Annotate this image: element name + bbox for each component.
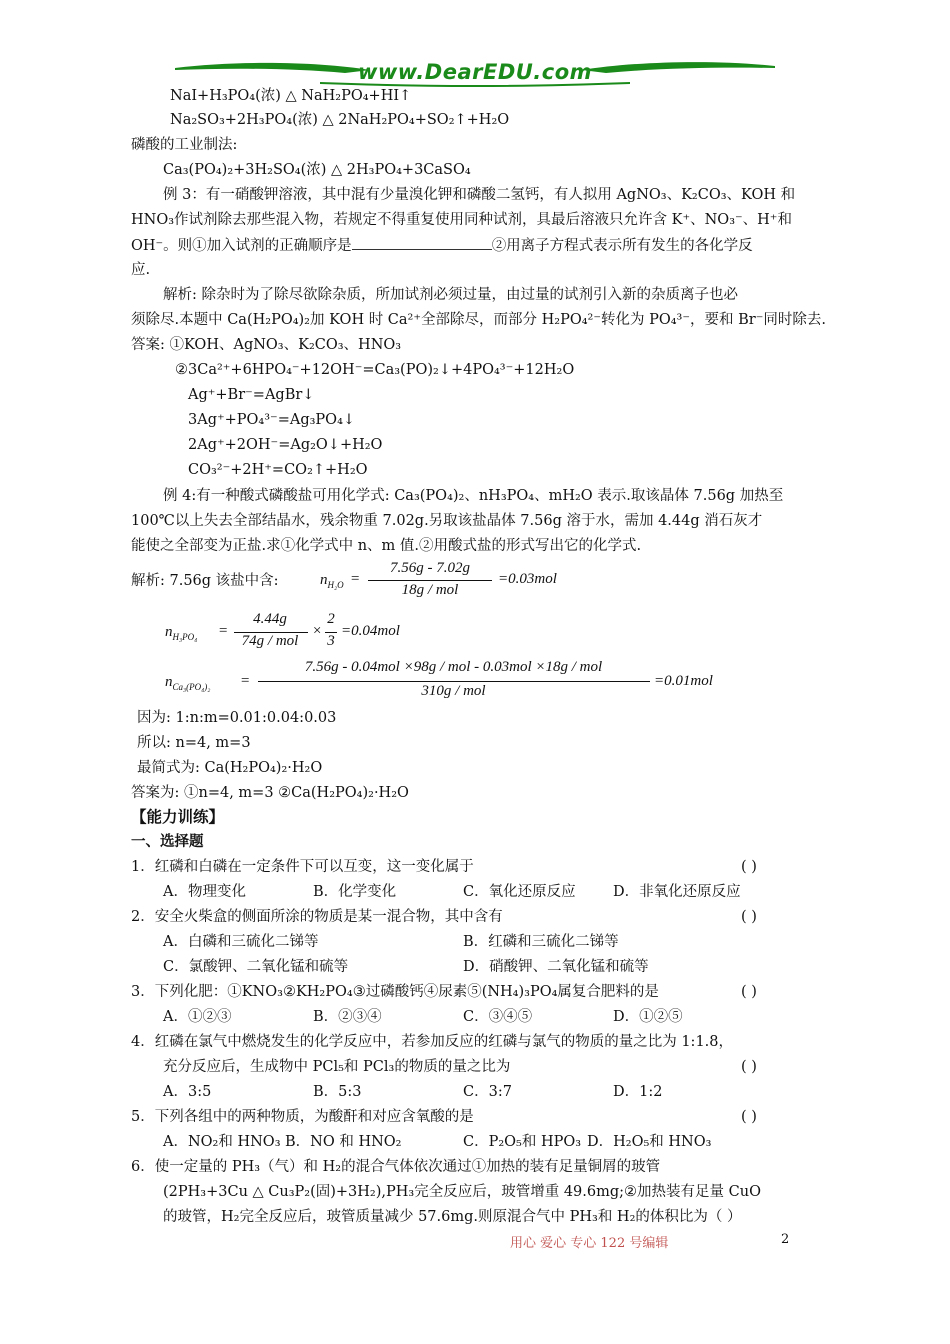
equation-line: ②3Ca²⁺+6HPO₄⁻+12OH⁻=Ca₃(PO)₂↓+4PO₄³⁻+12H₂O: [175, 362, 575, 378]
formula-multiply: ×: [312, 623, 323, 639]
analysis-text: 解析: 除杂时为了除尽欲除杂质，所加试剂必须过量，由过量的试剂引入新的杂质离子也必: [163, 287, 738, 303]
example-text: 100℃以上失去全部结晶水，残余物重 7.02g.另取该盐晶体 7.56g 溶于水，需加 4.44g 消石灰才: [131, 513, 763, 529]
formula-denominator: 310g / mol: [421, 683, 486, 699]
reaction-line: Ca₃(PO₄)₂+3H₂SO₄(浓) △ 2H₃PO₄+3CaSO₄: [163, 162, 471, 178]
analysis-text: 须除尽.本题中 Ca(H₂PO₄)₂加 KOH 时 Ca²⁺全部除尽，而部分 H₂PO₄²⁻转化为 PO₄³⁻，要和 Br⁻同时除去.: [131, 312, 826, 328]
option-a: A．白磷和三硫化二锑等: [163, 934, 319, 950]
example-text: 应.: [131, 262, 151, 278]
formula-numerator: 7.56g - 7.02g: [390, 560, 470, 576]
example-text: 例 4:有一种酸式磷酸盐可用化学式: Ca₃(PO₄)₂、nH₃PO₄、mH₂O 表示.取该晶体 7.56g 加热至: [163, 488, 784, 504]
answer-paren: ( ): [741, 1109, 757, 1125]
site-url[interactable]: www.DearEDU.com: [357, 60, 593, 84]
example-question: OH⁻。则①加入试剂的正确顺序是: [131, 238, 352, 254]
option-b: B．化学变化: [313, 884, 397, 900]
formula-equals: =: [240, 673, 251, 689]
footer-note: 用心 爱心 专心 122 号编辑: [510, 1236, 669, 1251]
option-c: C．3:7: [463, 1084, 512, 1100]
option-b: B．NO 和 HNO₂: [285, 1134, 402, 1150]
example-text: 能使之全部变为正盐.求①化学式中 n、m 值.②用酸式盐的形式写出它的化学式.: [131, 538, 642, 554]
section-text: 磷酸的工业制法:: [131, 137, 238, 153]
option-c: C．氧化还原反应: [463, 884, 576, 900]
example-question: ②用离子方程式表示所有发生的各化学反: [491, 238, 753, 254]
option-c: C．P₂O₅和 HPO₃: [463, 1134, 582, 1150]
answer-paren: ( ): [741, 1059, 757, 1075]
analysis-text: 解析: 7.56g 该盐中含:: [131, 573, 279, 589]
option-b: B．5:3: [313, 1084, 362, 1100]
section-heading: 【能力训练】: [131, 807, 225, 826]
question-text: 2．安全火柴盒的侧面所涂的物质是某一混合物，其中含有: [131, 909, 503, 925]
formula-result: =0.03mol: [498, 571, 557, 587]
reaction-line: NaI+H₃PO₄(浓) △ NaH₂PO₄+HI↑: [170, 88, 412, 104]
example-text: HNO₃作试剂除去那些混入物，若规定不得重复使用同种试剂，具最后溶液只允许含 K⁺、NO₃⁻、H⁺和: [131, 212, 792, 228]
solution-line: 最简式为: Ca(H₂PO₄)₂·H₂O: [137, 760, 323, 776]
formula-denominator: 74g / mol: [241, 633, 299, 649]
question-text: 1．红磷和白磷在一定条件下可以互变，这一变化属于: [131, 859, 474, 875]
fraction-bar: [368, 580, 492, 581]
reaction-line: Na₂SO₃+2H₃PO₄(浓) △ 2NaH₂PO₄+SO₂↑+H₂O: [170, 112, 510, 128]
formula-result: =0.01mol: [654, 673, 713, 689]
option-d: D．非氧化还原反应: [613, 884, 741, 900]
answer-blank: [352, 235, 492, 250]
option-c: C．氯酸钾、二氧化锰和硫等: [163, 959, 349, 975]
formula-numerator: 4.44g: [253, 611, 287, 627]
section-subheading: 一、选择题: [131, 833, 204, 850]
option-c: C．③④⑤: [463, 1009, 533, 1025]
formula-lhs: $n_{H_2O}$: [320, 572, 344, 590]
equation-line: 3Ag⁺+PO₄³⁻=Ag₃PO₄↓: [188, 412, 356, 428]
equation-line: 2Ag⁺+2OH⁻=Ag₂O↓+H₂O: [188, 437, 383, 453]
formula-equals: =: [350, 571, 361, 587]
formula-result: =0.04mol: [341, 623, 400, 639]
answer-paren: ( ): [741, 859, 757, 875]
formula-denominator: 3: [327, 633, 335, 649]
page-number: 2: [781, 1232, 790, 1247]
solution-line: 所以: n=4, m=3: [137, 735, 251, 751]
option-d: D．①②⑤: [613, 1009, 683, 1025]
option-b: B．②③④: [313, 1009, 382, 1025]
option-b: B．红磷和三硫化二锑等: [463, 934, 619, 950]
fraction-bar: [258, 681, 650, 682]
formula-numerator: 7.56g - 0.04mol ×98g / mol - 0.03mol ×18g / mol: [304, 659, 603, 675]
answer-paren: ( ): [741, 909, 757, 925]
site-header: [170, 56, 780, 90]
option-a: A．3:5: [163, 1084, 212, 1100]
option-d: D．硝酸钾、二氧化锰和硫等: [463, 959, 649, 975]
option-a: A．物理变化: [163, 884, 246, 900]
answer-text: 答案: ①KOH、AgNO₃、K₂CO₃、HNO₃: [131, 337, 402, 353]
question-text: 的玻管，H₂完全反应后，玻管质量减少 57.6mg.则原混合气中 PH₃和 H₂的体积比为（ ）: [163, 1209, 742, 1225]
formula-lhs: $n_{Ca_3(PO_4)_2}$: [165, 674, 211, 692]
formula-equals: =: [218, 623, 229, 639]
equation-line: CO₃²⁻+2H⁺=CO₂↑+H₂O: [188, 462, 368, 478]
option-d: D．H₂O₅和 HNO₃: [587, 1134, 712, 1150]
formula-denominator: 18g / mol: [401, 582, 459, 598]
answer-paren: ( ): [741, 984, 757, 1000]
question-text: 4．红磷在氯气中燃烧发生的化学反应中，若参加反应的红磷与氯气的物质的量之比为 1:1.8，: [131, 1034, 734, 1050]
option-a: A．NO₂和 HNO₃: [163, 1134, 281, 1150]
formula-lhs: $n_{H_3PO_4}$: [165, 624, 198, 642]
question-text: 充分反应后，生成物中 PCl₅和 PCl₃的物质的量之比为: [163, 1059, 511, 1075]
example-text: 例 3：有一硝酸钾溶液，其中混有少量溴化钾和磷酸二氢钙，有人拟用 AgNO₃、K₂CO₃、KOH 和: [163, 187, 796, 203]
question-text: (2PH₃+3Cu △ Cu₃P₂(固)+3H₂),PH₃完全反应后，玻管增重 49.6mg;②加热装有足量 CuO: [163, 1184, 761, 1200]
answer-text: 答案为: ①n=4, m=3 ②Ca(H₂PO₄)₂·H₂O: [131, 785, 409, 801]
formula-numerator: 2: [327, 611, 335, 627]
question-text: 5．下列各组中的两种物质，为酸酐和对应含氧酸的是: [131, 1109, 474, 1125]
option-d: D．1:2: [613, 1084, 663, 1100]
solution-line: 因为: 1:n:m=0.01:0.04:0.03: [137, 710, 337, 726]
equation-line: Ag⁺+Br⁻=AgBr↓: [188, 387, 315, 403]
option-a: A．①②③: [163, 1009, 232, 1025]
example-text: [131, 235, 753, 256]
question-text: 6．使一定量的 PH₃（气）和 H₂的混合气体依次通过①加热的装有足量铜屑的玻管: [131, 1159, 661, 1175]
question-text: 3．下列化肥：①KNO₃②KH₂PO₄③过磷酸钙④尿素⑤(NH₄)₃PO₄属复合肥料的是: [131, 984, 659, 1000]
